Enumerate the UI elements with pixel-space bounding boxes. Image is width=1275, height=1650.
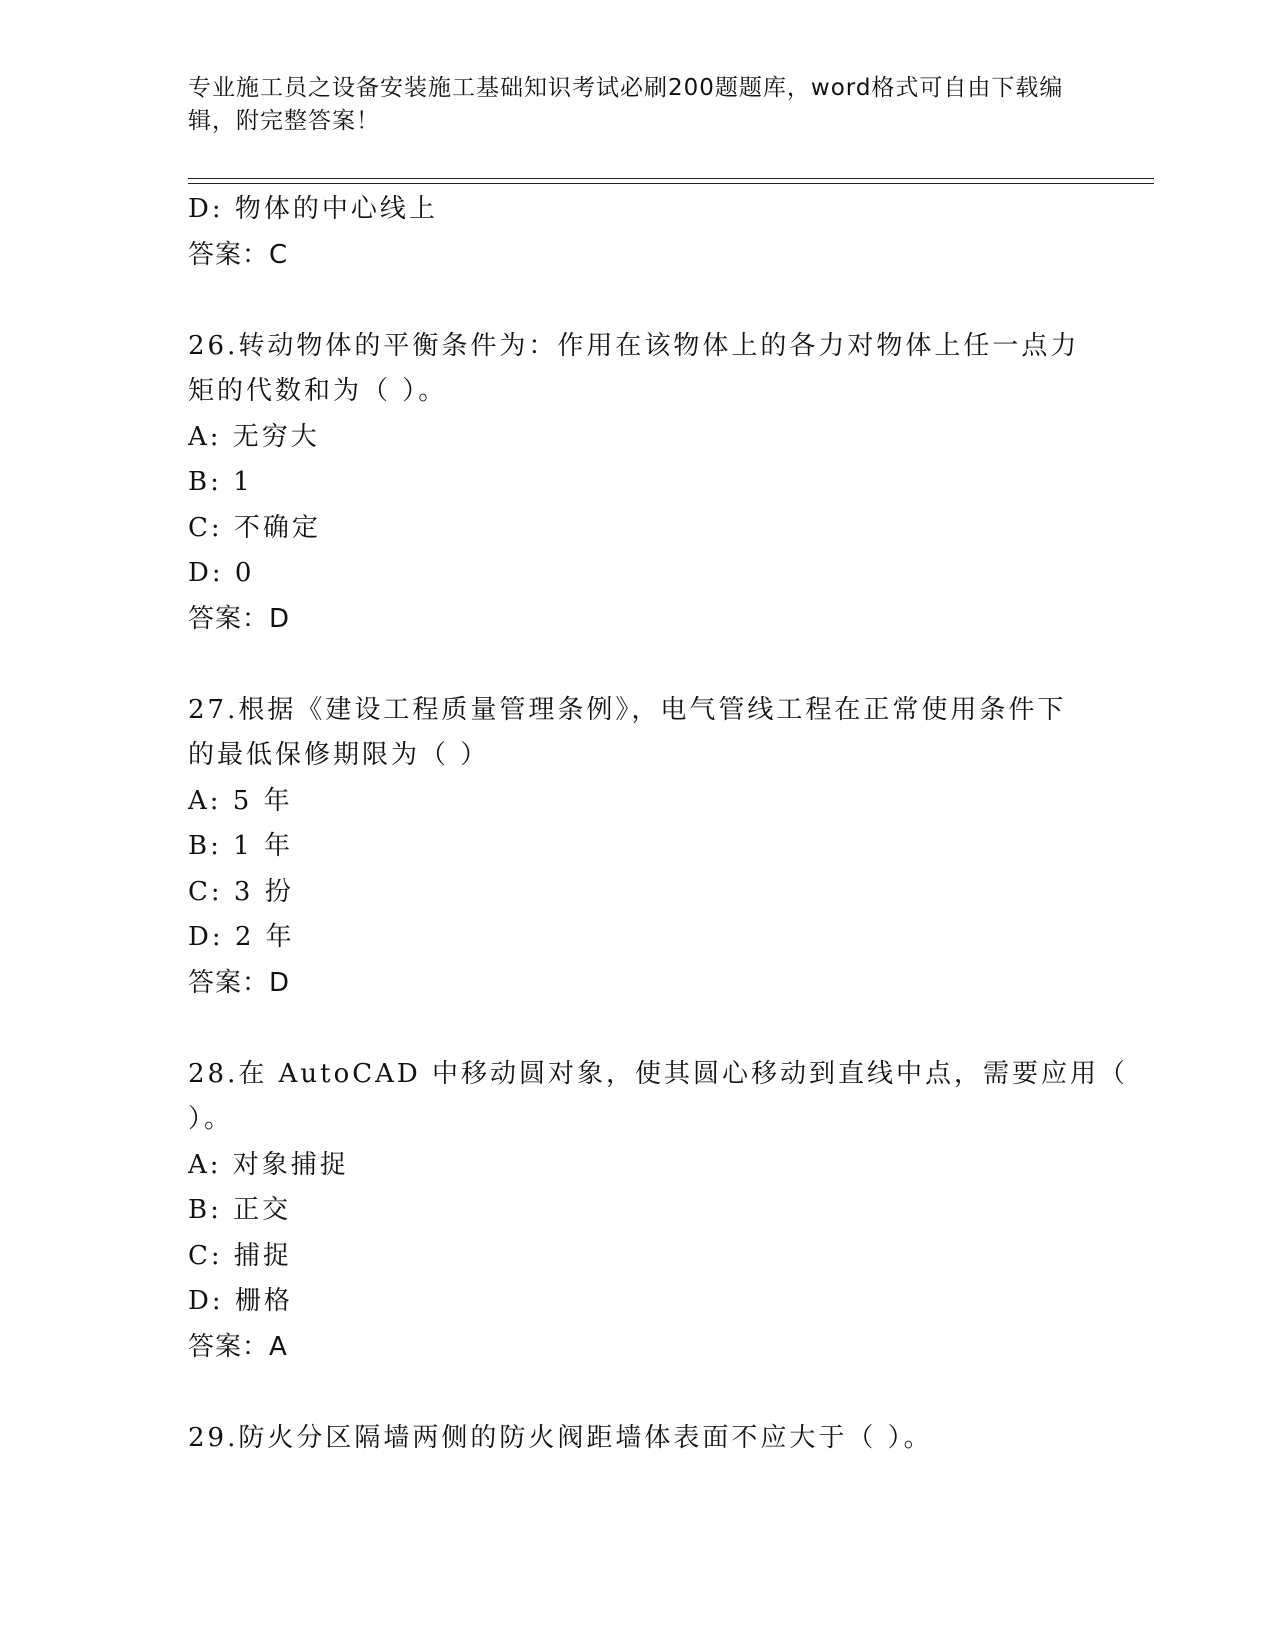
answer-line: 答案：C xyxy=(188,239,289,270)
question-25-tail xyxy=(188,187,1088,278)
document-header xyxy=(188,72,1078,138)
option-a: A: 无穷大 xyxy=(188,421,320,452)
option-d: D: 0 xyxy=(188,558,255,588)
option-d: D: 2 年 xyxy=(188,922,295,952)
question-stem-line: 26.转动物体的平衡条件为：作用在该物体上的各力对物体上任一点力 xyxy=(188,330,1080,361)
question-27 xyxy=(188,688,1088,1007)
option-a: A: 5 年 xyxy=(188,785,293,816)
option-b: B: 1 年 xyxy=(188,831,293,861)
question-stem-line: 的最低保修期限为（ ） xyxy=(188,740,490,770)
option-c: C: 捕捉 xyxy=(188,1240,292,1271)
question-29 xyxy=(188,1416,1088,1462)
option-c: C: 不确定 xyxy=(188,512,321,543)
spacer xyxy=(188,278,1088,324)
option-a: A: 对象捕捉 xyxy=(188,1149,349,1180)
question-stem-line: 29.防火分区隔墙两侧的防火阀距墙体表面不应大于（ ）。 xyxy=(188,1422,933,1453)
question-stem-line: 27.根据《建设工程质量管理条例》，电气管线工程在正常使用条件下 xyxy=(188,694,1067,725)
question-stem-line: 矩的代数和为（ ）。 xyxy=(188,376,448,406)
option-b: B: 正交 xyxy=(188,1195,292,1225)
question-stem-line: ）。 xyxy=(188,1104,234,1134)
header-rule-top xyxy=(188,178,1154,179)
question-stem-line: 28.在 AutoCAD 中移动圆对象，使其圆心移动到直线中点，需要应用（ xyxy=(188,1058,1129,1089)
answer-line: 答案：D xyxy=(188,967,291,998)
question-26 xyxy=(188,324,1088,643)
answer-line: 答案：D xyxy=(188,603,291,634)
header-text: 专业施工员之设备安装施工基础知识考试必刷200题题库，word格式可自由下载编辑，附完整答案！ xyxy=(188,75,1064,134)
option-d: D: 物体的中心线上 xyxy=(188,194,438,224)
spacer xyxy=(188,642,1088,688)
document-body xyxy=(188,187,1129,1461)
question-28 xyxy=(188,1052,1129,1371)
header-rule-bottom xyxy=(188,183,1154,184)
option-b: B: 1 xyxy=(188,467,253,497)
spacer xyxy=(188,1370,1088,1416)
answer-line: 答案：A xyxy=(188,1331,288,1362)
option-d: D: 栅格 xyxy=(188,1286,293,1316)
spacer xyxy=(188,1006,1088,1052)
option-c: C: 3 扮 xyxy=(188,876,294,907)
